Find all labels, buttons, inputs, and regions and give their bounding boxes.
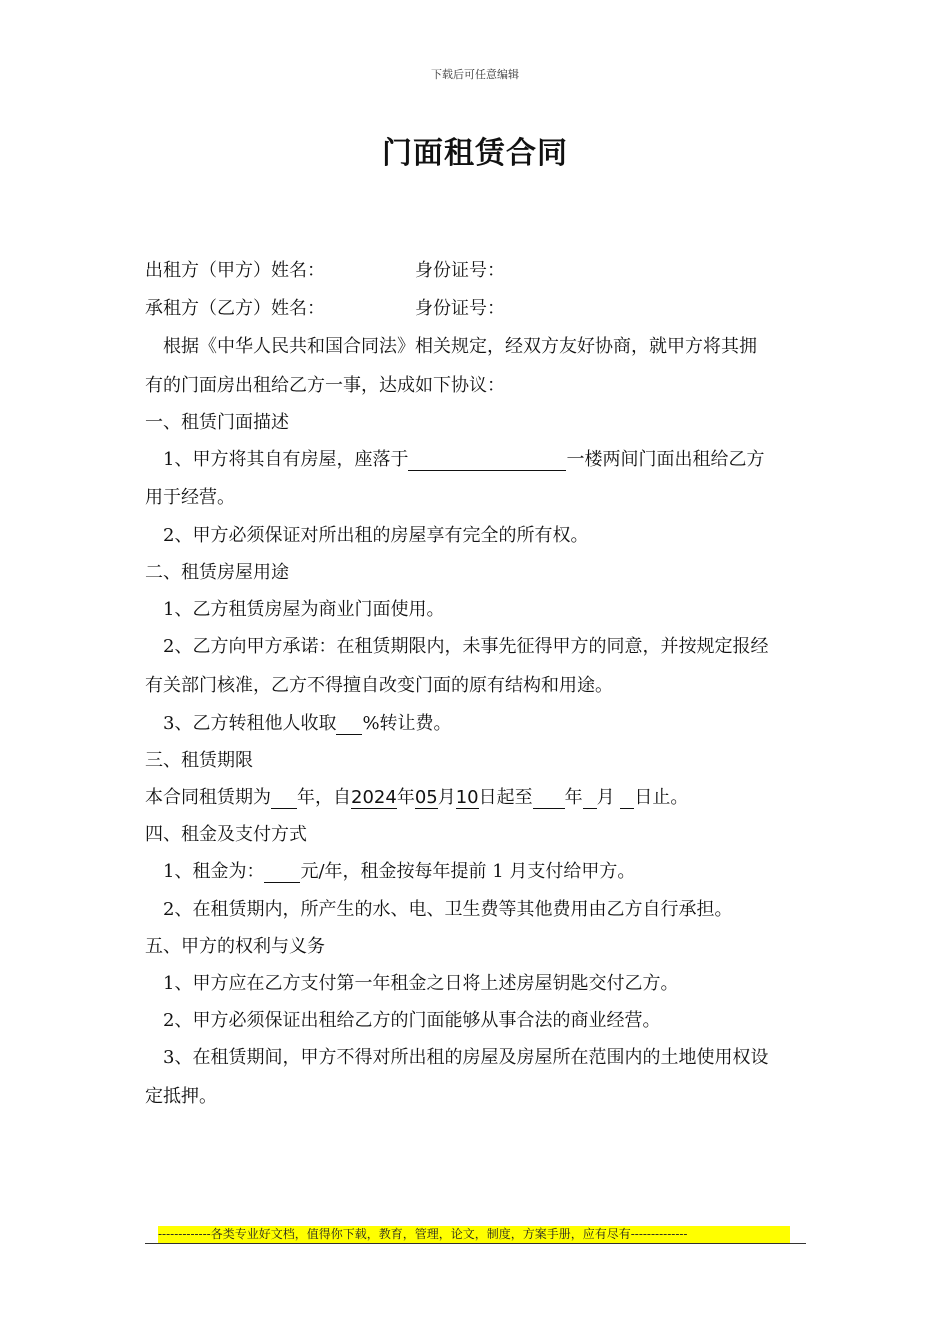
lease-term-text-c: 日起至 [478,787,533,808]
end-day-blank [620,788,634,809]
section-1-item-1-text-b: 一楼两间门面出租给乙方 [566,449,765,470]
section-1-item-2: 2、甲方必须保证对所出租的房屋享有完全的所有权。 [163,525,589,546]
percent-blank [336,714,362,735]
document-title: 门面租赁合同 [382,136,568,171]
end-month-blank [583,788,597,809]
section-1-item-1-text-a: 1、甲方将其自有房屋，座落于 [163,449,409,470]
start-day: 10 [455,787,479,808]
section-4-item-1 [163,860,635,884]
section-5-heading: 五、甲方的权利与义务 [145,936,325,957]
end-month-unit: 月 [596,787,615,808]
start-month-unit: 月 [437,787,456,808]
section-2-item-3-text-b: %转让费。 [362,713,452,734]
term-years-blank [271,788,297,809]
rent-text-b: 元/年，租金按每年提前 1 月支付给甲方。 [300,861,636,882]
end-year-unit: 年 [564,787,583,808]
lease-term-text-b: 年，自 [297,787,351,808]
intro-line-2: 有的门面房出租给乙方一事，达成如下协议： [145,375,505,396]
lease-term-text-f: 日止。 [634,787,689,808]
end-year-blank [533,788,565,809]
lessee-line [145,297,505,321]
section-2-item-2: 2、乙方向甲方承诺：在租赁期限内，未事先征得甲方的同意，并按规定报经 [163,636,769,657]
section-5-item-1: 1、甲方应在乙方支付第一年租金之日将上述房屋钥匙交付乙方。 [163,973,679,994]
lessor-line [145,259,505,283]
header-note: 下载后可任意编辑 [431,68,519,81]
lease-term-text-a: 本合同租赁期为 [145,787,271,808]
start-year-unit: 年 [396,787,415,808]
section-5-item-3: 3、在租赁期间，甲方不得对所出租的房屋及房屋所在范围内的土地使用权设 [163,1047,769,1068]
section-1-heading: 一、租赁门面描述 [145,412,289,433]
lessor-label: 出租方（甲方）姓名： [145,260,325,281]
lessor-id-label: 身份证号： [415,260,505,281]
rent-amount-blank [264,862,300,883]
start-month: 05 [414,787,438,808]
section-1-item-1-continued: 用于经营。 [145,487,235,508]
section-2-item-3-text-a: 3、乙方转租他人收取 [163,713,337,734]
section-3-heading: 三、租赁期限 [145,750,253,771]
location-blank [408,450,566,471]
section-1-item-1 [163,448,764,472]
section-5-item-2: 2、甲方必须保证出租给乙方的门面能够从事合法的商业经营。 [163,1010,661,1031]
section-5-item-3-continued: 定抵押。 [145,1086,217,1107]
section-2-heading: 二、租赁房屋用途 [145,562,289,583]
start-year: 2024 [351,787,397,808]
footer-banner: -------------各类专业好文档，值得你下载，教育，管理，论文，制度，方案手册，应有尽有-------------- [158,1226,790,1243]
section-4-item-2: 2、在租赁期内，所产生的水、电、卫生费等其他费用由乙方自行承担。 [163,899,733,920]
section-4-heading: 四、租金及支付方式 [145,824,307,845]
section-2-item-2-continued: 有关部门核准，乙方不得擅自改变门面的原有结构和用途。 [145,675,613,696]
section-2-item-1: 1、乙方租赁房屋为商业门面使用。 [163,599,445,620]
footer-divider [145,1243,806,1244]
lessee-id-label: 身份证号： [415,298,505,319]
rent-text-a: 1、租金为： [163,861,265,882]
lessee-label: 承租方（乙方）姓名： [145,298,325,319]
lease-term-line [145,786,688,810]
intro-line-1: 根据《中华人民共和国合同法》相关规定，经双方友好协商，就甲方将其拥 [163,336,757,357]
section-2-item-3 [163,712,452,736]
